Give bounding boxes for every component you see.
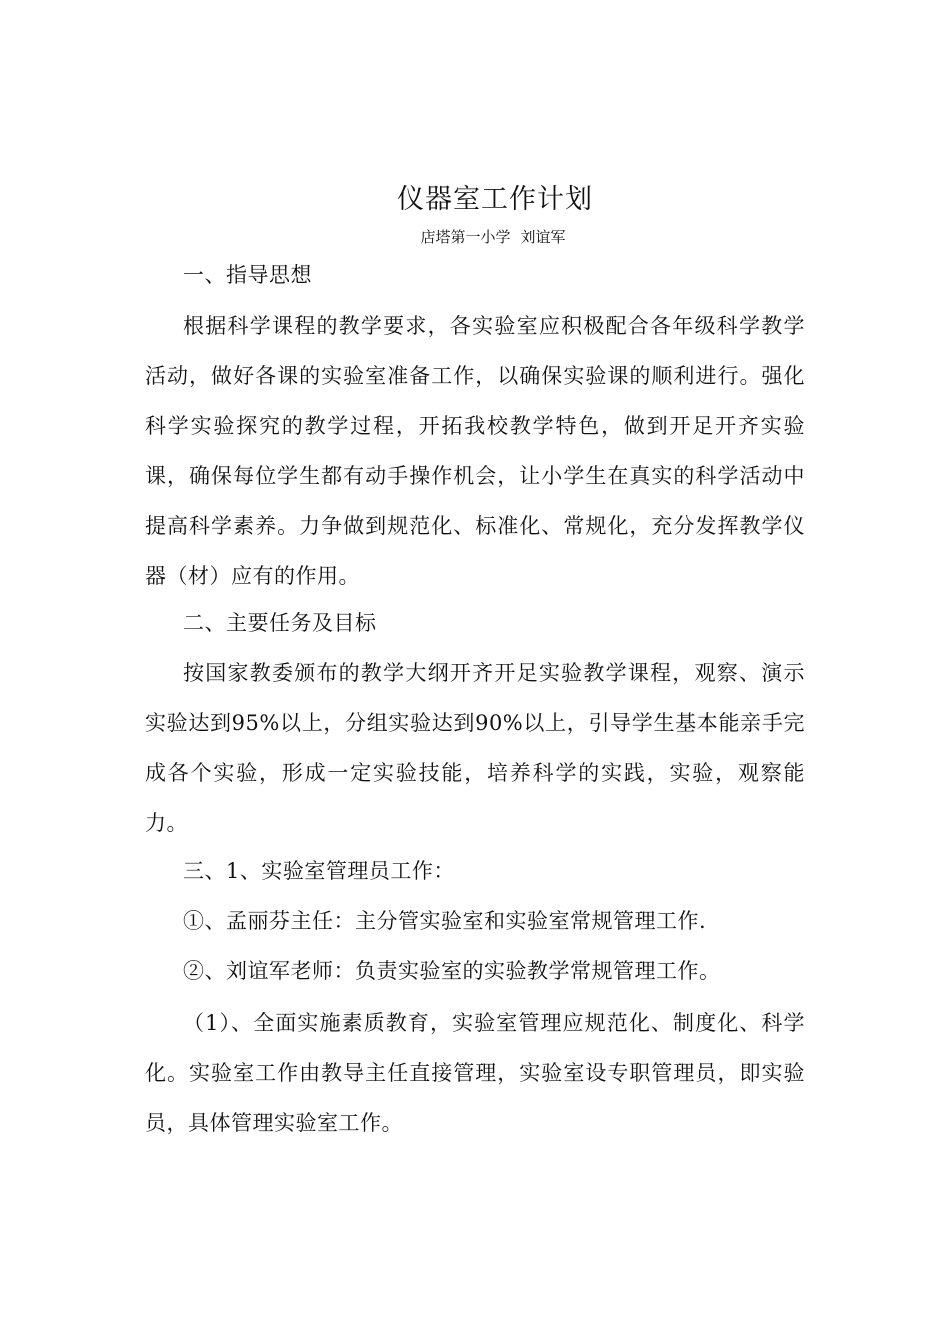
- author-name: 刘谊军: [520, 228, 566, 246]
- section3-paragraph: （1）、全面实施素质教育，实验室管理应规范化、制度化、科学化。实验室工作由教导主任直接管理，实验室设专职管理员，即实验员，具体管理实验室工作。: [145, 1011, 805, 1135]
- section3-list-item-2: [145, 956, 805, 986]
- section2-paragraph: 按国家教委颁布的教学大纲开齐开足实验教学课程，观察、演示实验达到95%以上，分组实验达到90%以上，引导学生基本能亲手完成各个实验，形成一定实验技能，培养科学的实践，实验，观察能力。: [145, 661, 805, 835]
- section-body-guiding-ideology: [145, 301, 805, 601]
- document-title: 仪器室工作计划: [397, 184, 593, 215]
- section-body-tasks-goals: [145, 648, 805, 848]
- section3-heading: 三、1、实验室管理员工作：: [183, 859, 455, 883]
- section-heading-guiding-ideology: [145, 260, 805, 290]
- section3-item-1-text: ①、孟丽芬主任：主分管实验室和实验室常规管理工作.: [183, 909, 707, 933]
- section3-list-item-1: [145, 906, 805, 936]
- section1-heading: 一、指导思想: [183, 263, 312, 287]
- school-name: 店塔第一小学: [420, 228, 511, 246]
- section3-body: [145, 998, 805, 1148]
- section3-item-2-text: ②、刘谊军老师：负责实验室的实验教学常规管理工作。: [183, 959, 721, 983]
- document-byline: [0, 226, 950, 248]
- section-heading-lab-admin: [145, 856, 805, 886]
- section1-paragraph: 根据科学课程的教学要求，各实验室应积极配合各年级科学教学活动，做好各课的实验室准备工作，以确保实验课的顺利进行。强化科学实验探究的教学过程，开拓我校教学特色，做到开足开齐实验课，确保每位学生都有动手操作机会，让小学生在真实的科学活动中提高科学素养。力争做到规范化、标准化、常规化，充分发挥教学仪器（材）应有的作用。: [145, 314, 805, 588]
- section-heading-tasks-goals: [145, 608, 805, 638]
- section2-heading: 二、主要任务及目标: [183, 611, 377, 635]
